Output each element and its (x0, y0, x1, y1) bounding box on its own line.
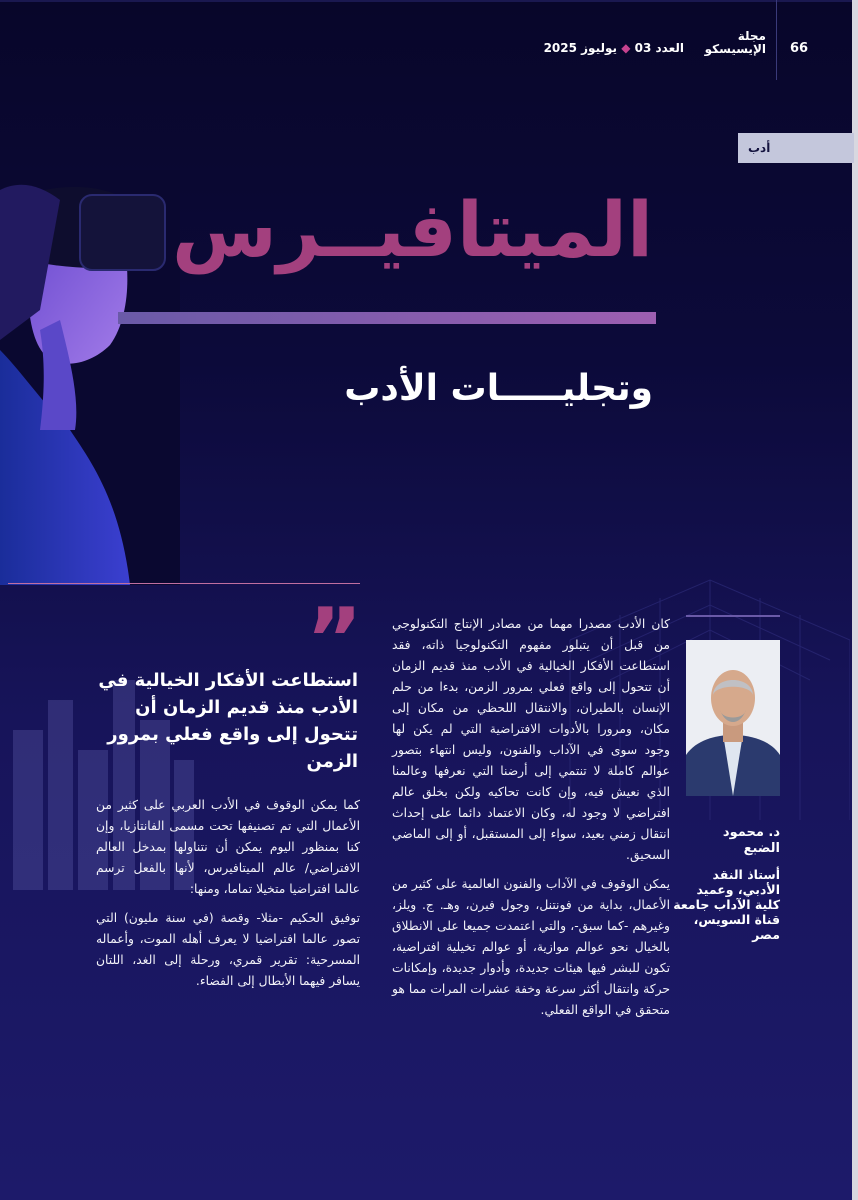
body-paragraph: كما يمكن الوقوف في الأدب العربي على كثير من الأعمال التي تم تصنيفها تحت مسمى الفانتازيا، وإن كنا بمنظور اليوم يمكن أن نتناولها بمدخل العالم الافتراضي/ عالم الميتافيرس، لأنها بالفعل ترسم عالما افتراضيا متخيلا تماما، ومنها: (96, 798, 360, 896)
body-column-left (96, 795, 360, 1000)
section-tab (738, 133, 854, 163)
article-title: الميتافيــرس (171, 185, 653, 274)
page-number: 66 (790, 41, 809, 56)
separator-dot: ◆ (621, 41, 631, 55)
section-divider (8, 583, 360, 584)
author-name: د. محمود الضبع (722, 825, 780, 856)
author-photo-rule (686, 615, 780, 617)
issue-number: العدد 03 (634, 41, 684, 55)
author-description: أستاذ النقد الأدبي، وعميد كلية الآداب جامعة قناة السويس، مصر (673, 867, 780, 942)
body-paragraph: كان الأدب مصدرا مهما من مصادر الإنتاج التكنولوجي من قبل أن يتبلور مفهوم التكنولوجيا ذاته، فقد استطاعت الأفكار الخيالية في الأدب منذ قديم الزمان أن تتحول إلى واقع فعلي بمرور الزمن، بدءا من حلم الإنسان بالطيران، والانتقال اللحظي من مكان إلى مكان، ومرورا بالأدوات الافتراضية التي لم يكن لها وجود سوى في الآداب والفنون، وليس انتهاء بتصور عوالم كاملة لا تنتمي إلى أرضنا التي نعرفها وعالمنا الذي نعيش فيه، وإن كانت تحاكيه ولكن بخلق عالم افتراضي لا وجود له، وكان الاعتماد دائما على إحداث انتقال زمني بعيد، سواء إلى المستقبل، أو إلى الماضي السحيق. (392, 617, 670, 862)
body-column-right (392, 614, 670, 1029)
magazine-name: مجلة الإيسيسكو (704, 29, 766, 56)
section-label: أدب (748, 141, 771, 155)
author-photo (686, 640, 780, 796)
body-paragraph: يمكن الوقوف في الآداب والفنون العالمية على كثير من الأعمال، بداية من فونتنل، وجول فيرن، وهـ. ج. ويلز، وغيرهم -كما سبق-، والتي اعتمدت جميعا على الانطلاق بالخيال نحو عوالم موازية، أو عوالم تخيلية افتراضية، تكون للبشر فيها هيئات جديدة، وأدوار جديدة، وإمكانات حركة وانتقال أكثر سرعة وخفة عشرات المرات مما هو متحقق في الواقع الفعلي. (392, 877, 670, 1017)
issue-date: يوليوز 2025 (543, 41, 618, 55)
quote-mark-icon: ” (306, 590, 363, 690)
pull-quote: استطاعت الأفكار الخيالية في الأدب منذ قديم الزمان أن تتحول إلى واقع فعلي بمرور الزمن (98, 670, 358, 772)
vr-headset-woman-image (0, 170, 180, 585)
top-border (0, 0, 858, 2)
page-edge-strip (852, 0, 858, 1200)
header-divider (776, 0, 777, 80)
issue-info (544, 41, 684, 55)
title-underline-bar (118, 312, 656, 324)
body-paragraph: توفيق الحكيم -مثلا- وقصة (في سنة مليون) التي تصور عالما افتراضيا لا يعرف أهله الموت، وأعماله المسرحية: تقرير قمري، ورحلة إلى الغد، اللتان يسافر فيهما الأبطال إلى الفضاء. (96, 911, 360, 988)
article-subtitle: وتجليـــــات الأدب (344, 368, 653, 409)
